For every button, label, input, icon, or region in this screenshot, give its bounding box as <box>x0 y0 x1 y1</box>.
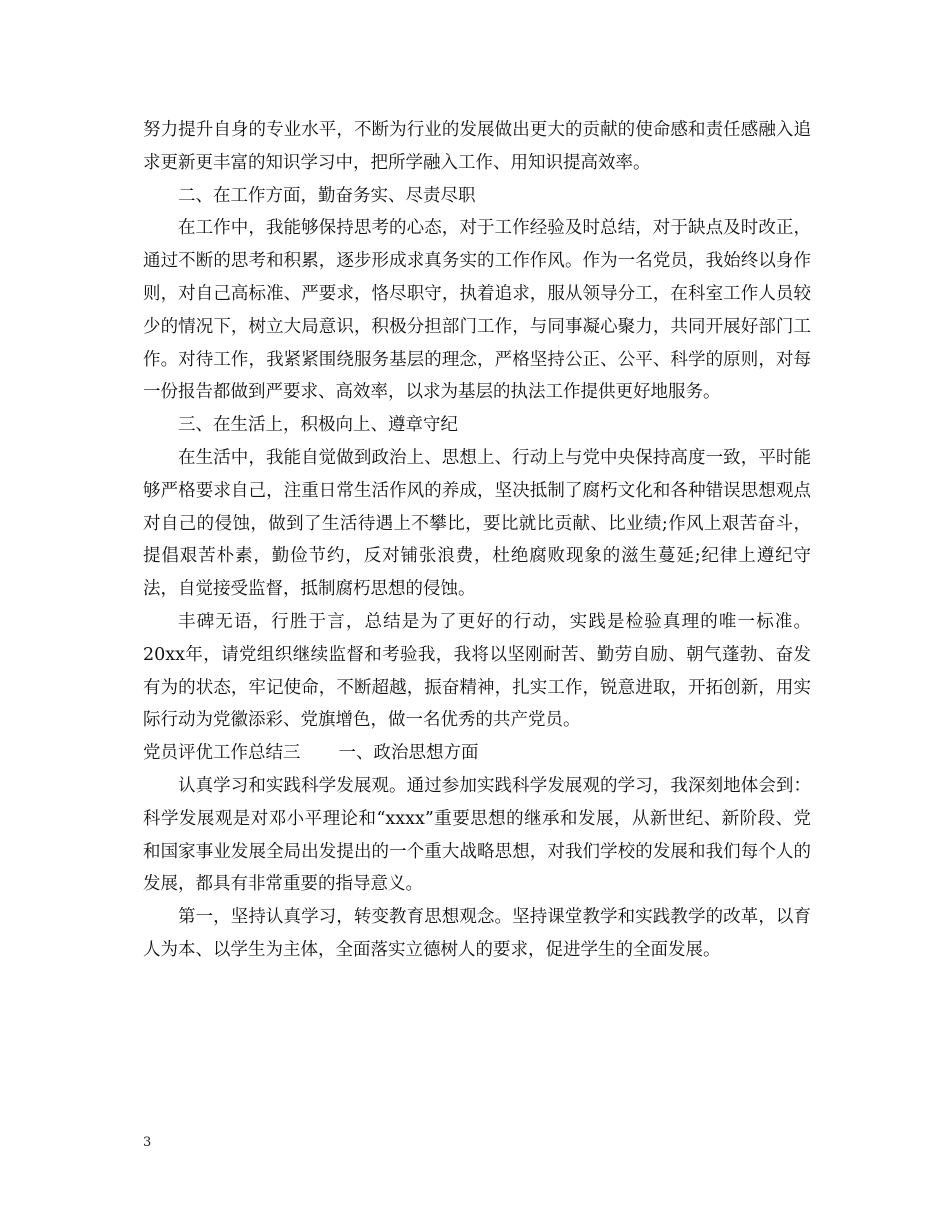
paragraph-work: 在工作中，我能够保持思考的心态，对于工作经验及时总结，对于缺点及时改正，通过不断的思考和积累，逐步形成求真务实的工作作风。作为一名党员，我始终以身作则，对自己高标准、严要求，恪尽职守，执着追求，服从领导分工，在科室工作人员较少的情况下，树立大局意识，积极分担部门工作，与同事凝心聚力，共同开展好部门工作。对待工作，我紧紧围绕服务基层的理念，严格坚持公正、公平、科学的原则，对每一份报告都做到严要求、高效率，以求为基层的执法工作提供更好地服务。 <box>143 218 811 403</box>
paragraph-life: 在生活中，我能自觉做到政治上、思想上、行动上与党中央保持高度一致，平时能够严格要求自己，注重日常生活作风的养成，坚决抵制了腐朽文化和各种错误思想观点对自己的侵蚀，做到了生活待遇上不攀比，要比就比贡献、比业绩;作风上艰苦奋斗，提倡艰苦朴素，勤俭节约，反对铺张浪费，杜绝腐败现象的滋生蔓延;纪律上遵纪守法，自觉接受监督，抵制腐朽思想的侵蚀。 <box>143 447 811 600</box>
section-first-heading: 一、政治思想方面 <box>338 743 479 764</box>
heading-work: 二、在工作方面，勤奋务实、尽责尽职 <box>178 185 476 206</box>
heading-life: 三、在生活上，积极向上、遵章守纪 <box>178 415 458 436</box>
document-body <box>143 114 811 967</box>
page-number: 3 <box>143 1135 152 1150</box>
paragraph-political: 认真学习和实践科学发展观。通过参加实践科学发展观的学习，我深刻地体会到：科学发展观是对邓小平理论和“xxxx”重要思想的继承和发展，从新世纪、新阶段、党和国家事业发展全局出发提出的一个重大战略思想，对我们学校的发展和我们每个人的发展，都具有非常重要的指导意义。 <box>143 775 811 895</box>
paragraph-conclusion: 丰碑无语，行胜于言，总结是为了更好的行动，实践是检验真理的唯一标准。20xx年，请党组织继续监督和考验我，我将以坚刚耐苦、勤劳自励、朝气蓬勃、奋发有为的状态，牢记使命，不断超越，振奋精神，扎实工作，锐意进取，开拓创新，用实际行动为党徽添彩、党旗增色，做一名优秀的共产党员。 <box>143 611 811 731</box>
paragraph-first-point: 第一，坚持认真学习，转变教育思想观念。坚持课堂教学和实践教学的改革，以育人为本、以学生为主体，全面落实立德树人的要求，促进学生的全面发展。 <box>143 907 811 960</box>
section-title: 党员评优工作总结三 <box>143 743 301 764</box>
section-title-line <box>143 737 811 770</box>
paragraph-continuation: 努力提升自身的专业水平，不断为行业的发展做出更大的贡献的使命感和责任感融入追求更新更丰富的知识学习中，把所学融入工作、用知识提高效率。 <box>143 120 811 173</box>
